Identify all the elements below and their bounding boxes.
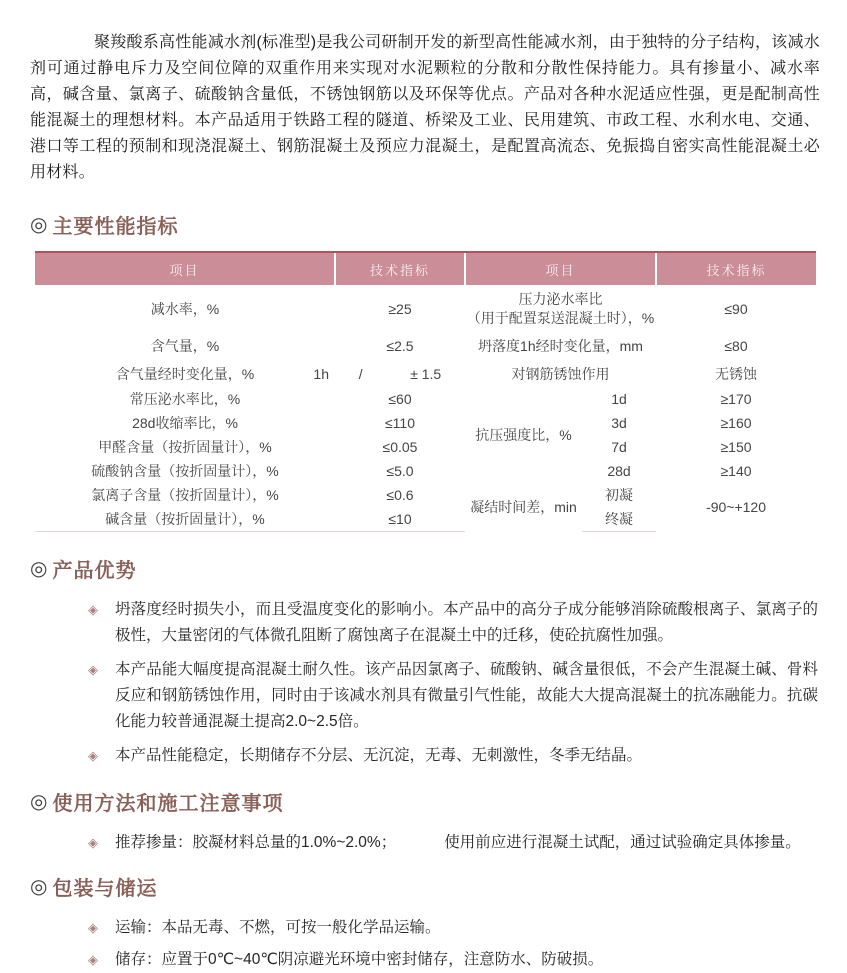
intro-paragraph: 聚羧酸系高性能减水剂(标准型)是我公司研制开发的新型高性能减水剂，由于独特的分子结构，该减水剂可通过静电斥力及空间位障的双重作用来实现对水泥颗粒的分散和分散性保持能力。具有掺量小、减水率高，碱含量、氯离子、硫酸钠含量低，不锈蚀钢筋以及环保等优点。产品对各种水泥适应性强，更是配制高性能混凝土的理想材料。本产品适用于铁路工程的隧道、桥梁及工业、民用建筑、市政工程、水利水电、交通、港口等工程的预制和现浇混凝土、钢筋混凝土及预应力混凝土，是配置高流态、免振捣自密实高性能混凝土必用材料。 [30, 34, 820, 181]
value-shrinkage-ratio: ≤110 [384, 415, 415, 431]
item-alkali: 碱含量（按折固量计），% [35, 507, 335, 531]
value-setting-time: -90~+120 [706, 499, 766, 515]
advantages-list [30, 597, 820, 769]
value-water-reduction: ≥25 [388, 300, 412, 317]
diamond-bullet-icon: ◈ [88, 919, 98, 935]
strength-value-7d: ≥150 [720, 439, 752, 455]
item-bleeding-ratio: 常压泌水率比，% [129, 391, 241, 407]
pressure-bleeding-line1: 压力泌水率比 [518, 290, 603, 307]
list-item [30, 597, 820, 649]
diamond-bullet-icon: ◈ [88, 747, 98, 763]
table-row [35, 411, 816, 435]
diamond-bullet-icon: ◈ [88, 834, 98, 850]
section-title-performance [30, 210, 820, 239]
item-water-reduction: 减水率，% [150, 300, 220, 317]
air-change-slash: / [358, 366, 363, 382]
header-indicator-left: 技术指标 [335, 252, 465, 286]
item-chloride: 氯离子含量（按折固量计），% [91, 487, 279, 503]
item-sodium-sulfate: 硫酸钠含量（按折固量计），% [91, 463, 279, 479]
diamond-bullet-icon: ◈ [88, 951, 98, 967]
storage-note: 储存：应置于0℃~40℃阴凉避光环境中密封储存，注意防水、防破损。 [115, 950, 604, 968]
value-sodium-sulfate: ≤5.0 [386, 463, 414, 479]
section-marker-icon: ◎ [30, 557, 49, 580]
header-item-right: 项目 [465, 252, 656, 286]
item-formaldehyde: 甲醛含量（按折固量计），% [98, 439, 272, 455]
table-row [35, 387, 816, 411]
value-alkali: ≤10 [335, 507, 465, 531]
air-change-value: ± 1.5 [410, 366, 442, 382]
performance-table [35, 251, 816, 532]
section-marker-icon: ◎ [30, 875, 49, 898]
item-air-content-change [35, 361, 335, 387]
item-shrinkage-ratio: 28d收缩率比，% [132, 415, 238, 431]
strength-age-7d: 7d [611, 439, 627, 455]
section-title-advantages [30, 554, 820, 583]
strength-value-1d: ≥170 [720, 391, 752, 407]
item-pressure-bleeding [465, 286, 656, 330]
table-row [35, 483, 816, 507]
value-rebar-corrosion: 无锈蚀 [715, 366, 758, 382]
section-title-packaging [30, 872, 820, 901]
transport-note: 运输：本品无毒、不燃，可按一般化学品运输。 [115, 918, 441, 936]
table-row [35, 361, 816, 387]
section-marker-icon: ◎ [30, 214, 49, 236]
list-item [30, 947, 820, 973]
advantage-text-1: 坍落度经时损失小，而且受温度变化的影响小。本产品中的高分子成分能够消除硫酸根离子、氯离子的极性，大量密闭的气体微孔阻断了腐蚀离子在混凝土中的迁移，使砼抗腐性加强。 [115, 600, 818, 644]
pressure-bleeding-line2: （用于配置泵送混凝土时），% [466, 309, 655, 326]
section-marker-icon: ◎ [30, 790, 49, 813]
value-bleeding-ratio: ≤60 [388, 391, 412, 407]
advantage-text-3: 本产品性能稳定，长期储存不分层、无沉淀，无毒、无刺激性，冬季无结晶。 [115, 746, 643, 764]
air-change-label: 含气量经时变化量，% [115, 366, 255, 382]
table-row [35, 286, 816, 330]
label-compressive-strength: 抗压强度比，% [475, 427, 572, 443]
item-rebar-corrosion: 对钢筋锈蚀作用 [511, 366, 610, 382]
list-item [30, 915, 820, 941]
strength-age-28d: 28d [607, 463, 631, 479]
value-formaldehyde: ≤0.05 [382, 439, 418, 455]
table-row [35, 459, 816, 483]
diamond-bullet-icon: ◈ [88, 661, 98, 677]
strength-value-28d: ≥140 [720, 463, 752, 479]
label-setting-time: 凝结时间差，min [470, 499, 577, 515]
list-item [30, 743, 820, 769]
strength-value-3d: ≥160 [720, 415, 752, 431]
strength-age-3d: 3d [611, 415, 627, 431]
header-item-left: 项目 [35, 252, 335, 286]
section-title-usage [30, 787, 820, 816]
section-title-text: 产品优势 [52, 559, 137, 582]
air-change-sub: 1h [313, 366, 329, 382]
section-title-text: 使用方法和施工注意事项 [52, 792, 284, 815]
section-title-text: 主要性能指标 [52, 216, 179, 238]
advantage-text-2: 本产品能大幅度提高混凝土耐久性。该产品因氯离子、硫酸钠、碱含量很低，不会产生混凝土碱、骨料反应和钢筋锈蚀作用，同时由于该减水剂具有微量引气性能，故能大大提高混凝土的抗冻融能力。抗碳化能力较普通混凝土提高2.0~2.5倍。 [115, 660, 818, 730]
usage-list [30, 830, 820, 856]
value-slump-change: ≤80 [724, 337, 748, 354]
item-air-content: 含气量，% [150, 337, 220, 354]
value-air-content-change [335, 361, 465, 387]
item-slump-change: 坍落度1h经时变化量，mm [478, 337, 643, 354]
setting-final: 终凝 [582, 507, 656, 531]
trial-mix-note: 使用前应进行混凝土试配，通过试验确定具体掺量。 [444, 833, 801, 851]
packaging-list [30, 915, 820, 973]
value-pressure-bleeding: ≤90 [724, 300, 748, 317]
header-indicator-right: 技术指标 [656, 252, 816, 286]
section-title-text: 包装与储运 [52, 877, 158, 900]
table-row [35, 435, 816, 459]
value-air-content: ≤2.5 [386, 337, 414, 354]
list-item [30, 830, 820, 856]
table-row [35, 330, 816, 361]
dosage-recommendation: 推荐掺量：胶凝材料总量的1.0%~2.0%； [115, 833, 397, 851]
setting-initial: 初凝 [605, 487, 633, 503]
list-item [30, 657, 820, 735]
strength-age-1d: 1d [611, 391, 627, 407]
table-header-row [35, 252, 816, 286]
value-chloride: ≤0.6 [386, 487, 414, 503]
diamond-bullet-icon: ◈ [88, 601, 98, 617]
